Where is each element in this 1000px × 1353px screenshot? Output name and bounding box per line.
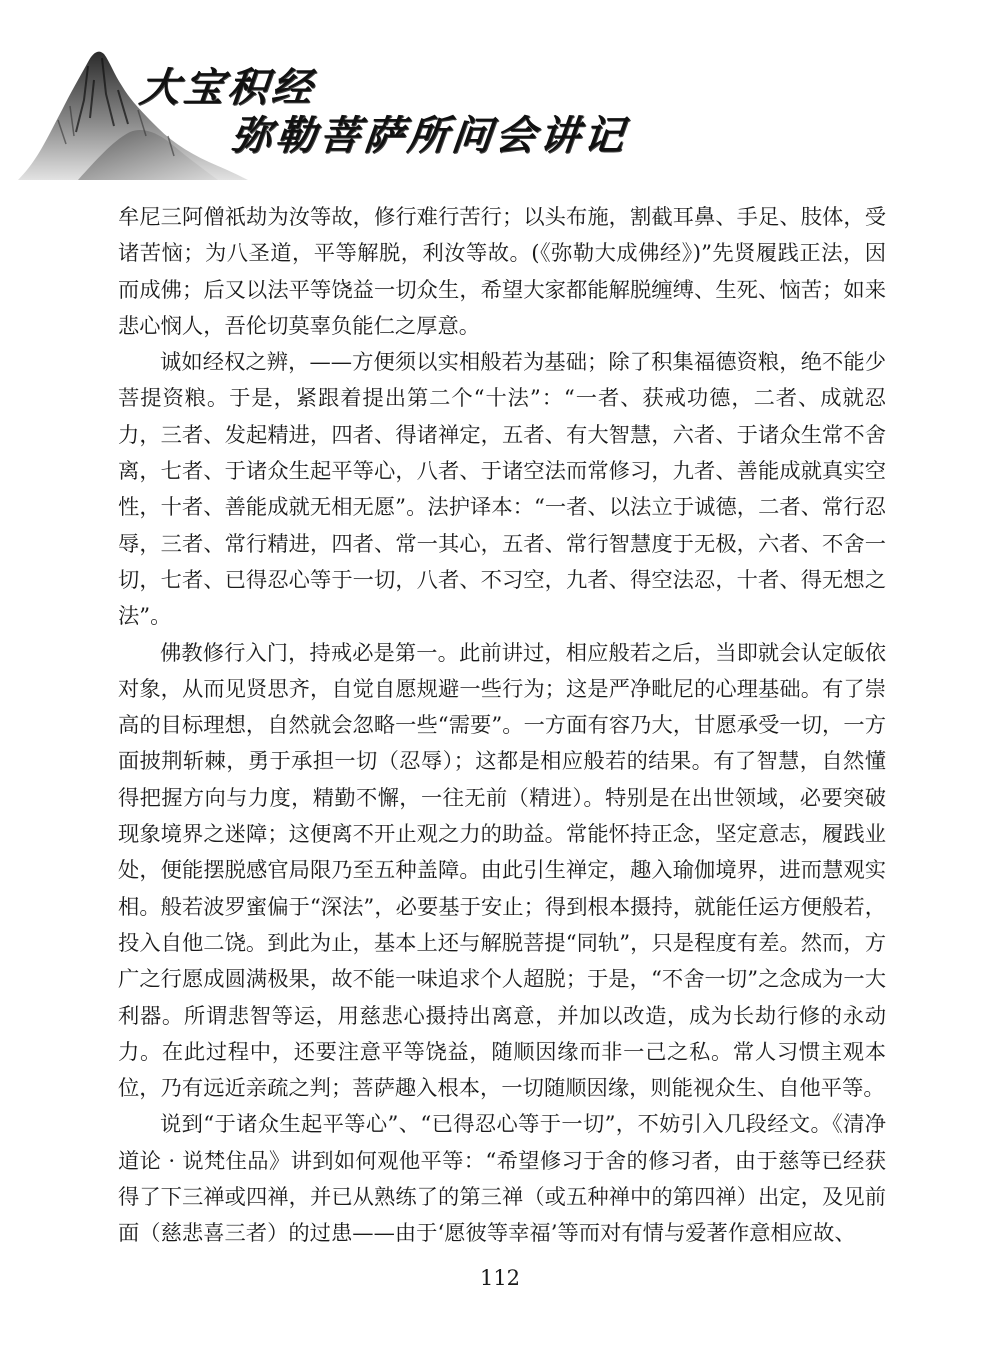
book-title: 大宝积经 (137, 64, 319, 111)
paragraph: 牟尼三阿僧祇劫为汝等故，修行难行苦行；以头布施，割截耳鼻、手足、肢体，受诸苦恼；为八圣道，平等解脱，利汝等故。(《弥勒大成佛经》)”先贤履践正法，因而成佛；后又以法平等饶益一切众生，希望大家都能解脱缠缚、生死、恼苦；如来悲心悯人，吾伦切莫辜负能仁之厚意。 (118, 205, 886, 339)
book-subtitle: 弥勒菩萨所问会讲记 (229, 112, 631, 159)
chapter-header (0, 0, 1000, 200)
paragraph: 诚如经权之辨，——方便须以实相般若为基础；除了积集福德资粮，绝不能少菩提资粮。于是，紧跟着提出第二个“十法”：“一者、获戒功德，二者、成就忍力，三者、发起精进，四者、得诸禅定，五者、有大智慧，六者、于诸众生常不舍离，七者、于诸众生起平等心，八者、于诸空法而常修习，九者、善能成就真实空性，十者、善能成就无相无愿”。法护译本：“一者、以法立于诚德，二者、常行忍辱，三者、常行精进，四者、常一其心，五者、常行智慧度于无极，六者、不舍一切，七者、已得忍心等于一切，八者、不习空，九者、得空法忍，十者、得无想之法”。 (118, 350, 886, 630)
paragraph: 佛教修行入门，持戒必是第一。此前讲过，相应般若之后，当即就会认定皈依对象，从而见贤思齐，自觉自愿规避一些行为；这是严净毗尼的心理基础。有了崇高的目标理想，自然就会忽略一些“需要”。一方面有容乃大，甘愿承受一切，一方面披荆斩棘，勇于承担一切（忍辱）；这都是相应般若的结果。有了智慧，自然懂得把握方向与力度，精勤不懈，一往无前（精进）。特别是在出世领域，必要突破现象境界之迷障；这便离不开止观之力的助益。常能怀持正念，坚定意志，履践业处，便能摆脱感官局限乃至五种盖障。由此引生禅定，趣入瑜伽境界，进而慧观实相。般若波罗蜜偏于“深法”，必要基于安止；得到根本摄持，就能任运方便般若，投入自他二饶。到此为止，基本上还与解脱菩提“同轨”，只是程度有差。然而，方广之行愿成圆满极果，故不能一味追求个人超脱；于是，“不舍一切”之念成为一大利器。所谓悲智等运，用慈悲心摄持出离意，并加以改造，成为长劫行修的永动力。在此过程中，还要注意平等饶益，随顺因缘而非一己之私。常人习惯主观本位，乃有远近亲疏之判；菩萨趣入根本，一切随顺因缘，则能视众生、自他平等。 (118, 640, 886, 1102)
paragraph: 说到“于诸众生起平等心”、“已得忍心等于一切”，不妨引入几段经文。《清净道论 · 说梵住品》讲到如何观他平等：“希望修习于舍的修习者，由于慈等已经获得了下三禅或四禅，并已从熟练了的第三禅（或五种禅中的第四禅）出定，及见前面（慈悲喜三者）的过患——由于‘愿彼等幸福’等而对有情与爱著作意相应故、 (118, 1112, 886, 1247)
page-number: 112 (479, 1266, 521, 1290)
body-text (118, 200, 886, 1253)
